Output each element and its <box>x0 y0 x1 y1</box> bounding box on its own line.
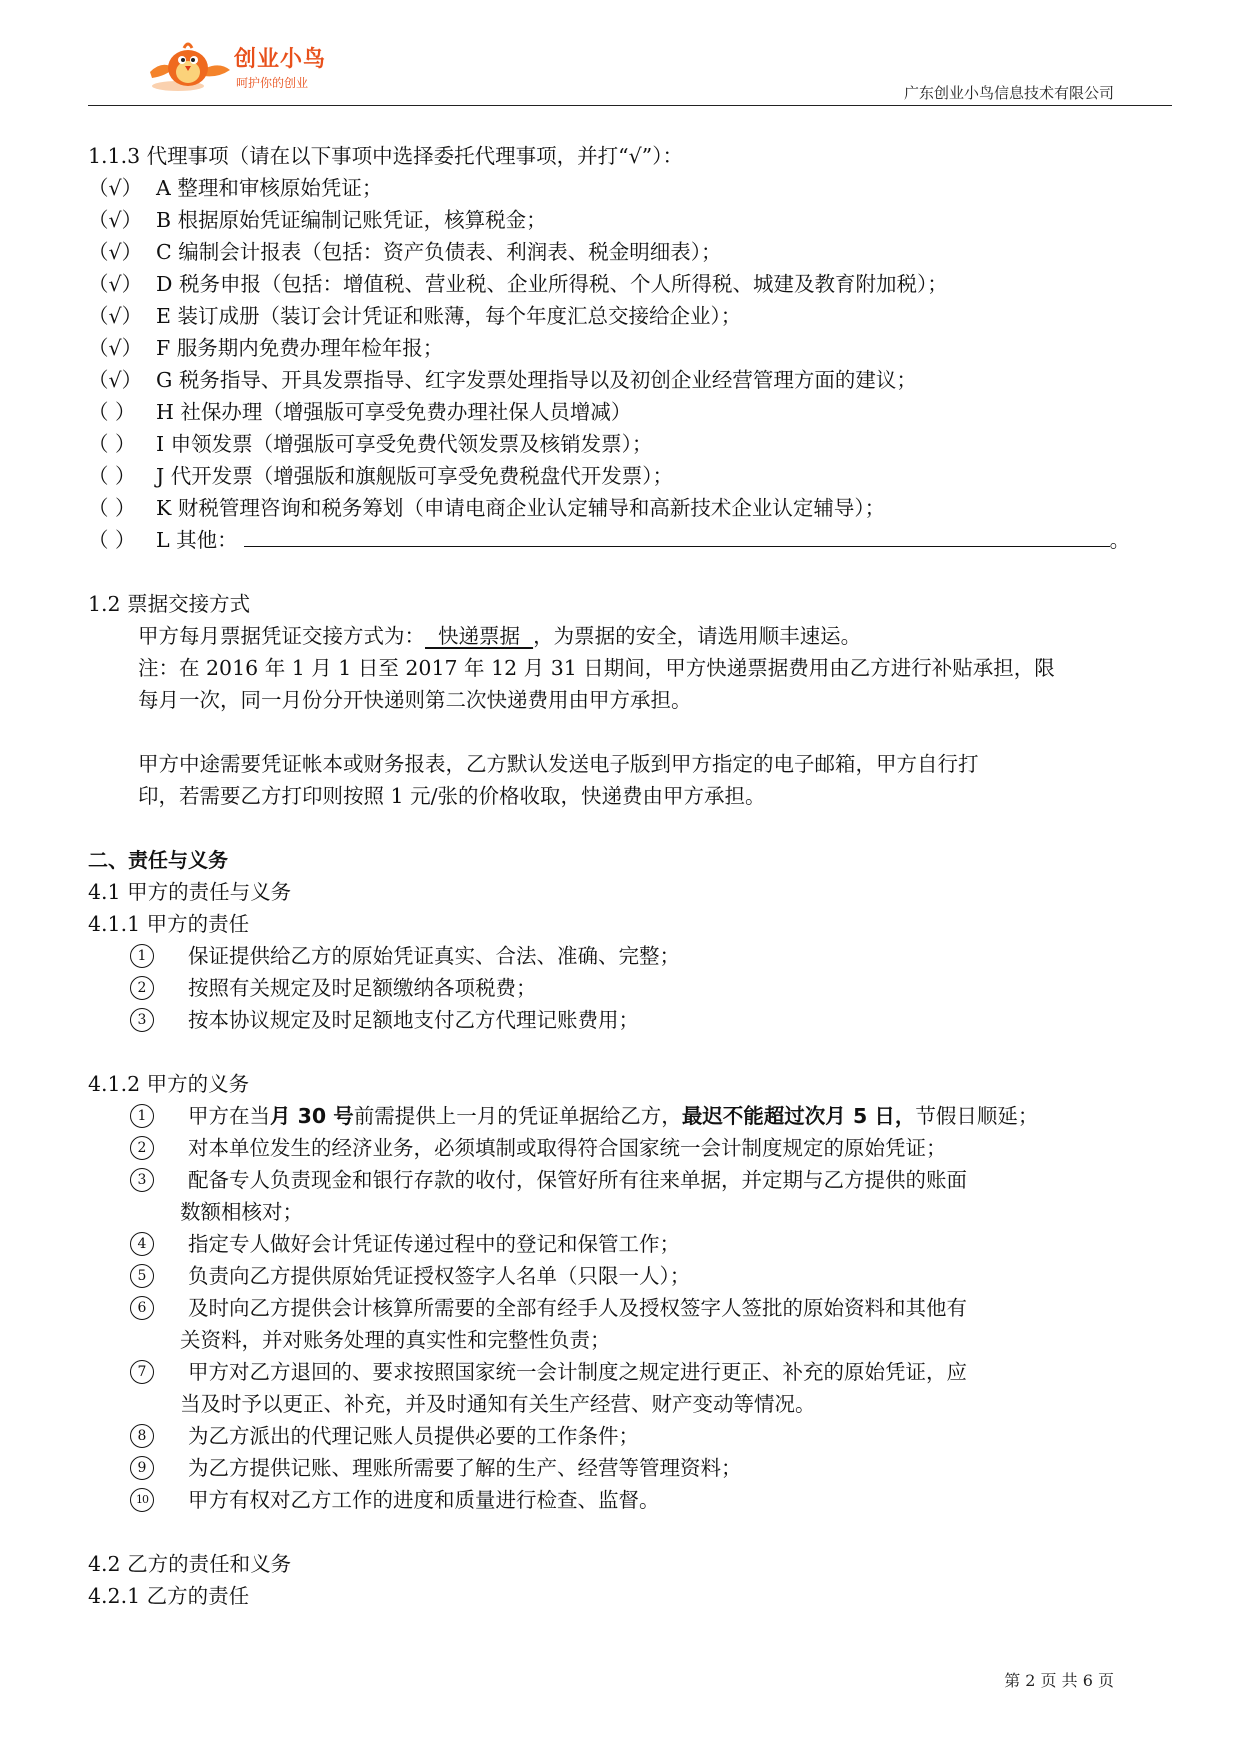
section-4-1-2-title: 4.1.2 甲方的义务 <box>88 1072 250 1096</box>
obligation-item-continued <box>88 1324 1178 1356</box>
item-mark: （√） <box>88 336 143 360</box>
item-text: 负责向乙方提供原始凭证授权签字人名单（只限一人）； <box>188 1264 691 1288</box>
item-text: 当及时予以更正、补充，并及时通知有关生产经营、财产变动等情况。 <box>180 1392 816 1416</box>
item-mark: （√） <box>88 176 143 200</box>
item-text: I 申领发票（增强版可享受免费代领发票及核销发票）； <box>156 432 653 456</box>
circled-number: 5 <box>130 1264 154 1288</box>
bird-logo-icon <box>148 38 234 94</box>
section-2-title: 二、责任与义务 <box>88 848 228 872</box>
circled-number: 9 <box>130 1456 154 1480</box>
note-line-1: 注：在 2016 年 1 月 1 日至 2017 年 12 月 31 日期间，甲方快递票据费用由乙方进行补贴承担，限 <box>138 656 1055 680</box>
ob1-c: 前需提供上一月的凭证单据给乙方， <box>353 1104 682 1128</box>
agency-item <box>88 492 1178 524</box>
item-text: L 其他： <box>156 528 238 552</box>
circled-number: 8 <box>130 1424 154 1448</box>
circled-number: 7 <box>130 1360 154 1384</box>
item-mark: （ ） <box>88 496 136 520</box>
agency-item <box>88 236 1178 268</box>
header-divider <box>88 105 1172 106</box>
item-text: G 税务指导、开具发票指导、红字发票处理指导以及初创企业经营管理方面的建议； <box>156 368 917 392</box>
company-logo <box>148 34 348 94</box>
item-mark: （√） <box>88 304 143 328</box>
circled-number: 2 <box>130 1136 154 1160</box>
item-text: 按本协议规定及时足额地支付乙方代理记账费用； <box>188 1008 639 1032</box>
item-text: 为乙方提供记账、理账所需要了解的生产、经营等管理资料； <box>188 1456 742 1480</box>
company-name: 广东创业小鸟信息技术有限公司 <box>903 84 1114 102</box>
section-4-2-title: 4.2 乙方的责任和义务 <box>88 1552 292 1576</box>
item-mark: （√） <box>88 240 143 264</box>
item-text: 保证提供给乙方的原始凭证真实、合法、准确、完整； <box>188 944 680 968</box>
ob1-e: 节假日顺延； <box>915 1104 1039 1128</box>
ob1-a: 甲方在当 <box>188 1104 270 1128</box>
obligation-item <box>88 1132 1178 1164</box>
obligation-item <box>88 1356 1178 1388</box>
item-text: C 编制会计报表（包括：资产负债表、利润表、税金明细表）； <box>156 240 722 264</box>
item-text: 甲方对乙方退回的、要求按照国家统一会计制度之规定进行更正、补充的原始凭证，应 <box>188 1360 967 1384</box>
agency-item <box>88 204 1178 236</box>
circled-number: 3 <box>130 1168 154 1192</box>
item-mark: （√） <box>88 272 143 296</box>
agency-item <box>88 428 1178 460</box>
item-text: H 社保办理（增强版可享受免费办理社保人员增减） <box>156 400 632 424</box>
item-text: E 装订成册（装订会计凭证和账薄，每个年度汇总交接给企业）； <box>156 304 742 328</box>
circled-number: 4 <box>130 1232 154 1256</box>
item-end: 。 <box>1109 528 1131 552</box>
section-4-1-1-title: 4.1.1 甲方的责任 <box>88 912 250 936</box>
party-a-responsibilities-list <box>88 940 1178 1036</box>
item-text: K 财税管理咨询和税务筹划（申请电商企业认定辅导和高新技术企业认定辅导）； <box>156 496 886 520</box>
obligation-item <box>88 1484 1178 1516</box>
item-text: J 代开发票（增强版和旗舰版可享受免费税盘代开发票）； <box>156 464 673 488</box>
item-text: 及时向乙方提供会计核算所需要的全部有经手人及授权签字人签批的原始资料和其他有 <box>188 1296 967 1320</box>
agency-items-list <box>88 172 1178 524</box>
agency-item <box>88 364 1178 396</box>
responsibility-item <box>88 972 1178 1004</box>
print-para-line-1: 甲方中途需要凭证帐本或财务报表，乙方默认发送电子版到甲方指定的电子邮箱，甲方自行打 <box>138 752 979 776</box>
delivery-method-value: 快递票据 <box>425 624 534 648</box>
item-mark: （ ） <box>88 528 136 552</box>
obligation-item <box>88 1228 1178 1260</box>
item-mark: （ ） <box>88 432 136 456</box>
item-text: 按照有关规定及时足额缴纳各项税费； <box>188 976 537 1000</box>
item-text: 为乙方派出的代理记账人员提供必要的工作条件； <box>188 1424 639 1448</box>
item-text: 数额相核对； <box>180 1200 303 1224</box>
item-mark: （√） <box>88 368 143 392</box>
item-mark: （ ） <box>88 400 136 424</box>
other-fill-line[interactable] <box>244 524 1110 547</box>
agency-item <box>88 300 1178 332</box>
logo-name: 创业小鸟 <box>234 47 327 72</box>
obligation-item <box>88 1452 1178 1484</box>
circled-number: 1 <box>130 1104 154 1128</box>
item-text: 指定专人做好会计凭证传递过程中的登记和保管工作； <box>188 1232 680 1256</box>
item-text: 对本单位发生的经济业务，必须填制或取得符合国家统一会计制度规定的原始凭证； <box>188 1136 947 1160</box>
delivery-post: ，为票据的安全，请选用顺丰速运。 <box>533 624 862 648</box>
print-para-line-2: 印，若需要乙方打印则按照 1 元/张的价格收取，快递费由甲方承担。 <box>138 784 766 808</box>
obligation-item <box>88 1260 1178 1292</box>
item-text: B 根据原始凭证编制记账凭证，核算税金； <box>156 208 547 232</box>
obligation-item-continued <box>88 1388 1178 1420</box>
note-line-2: 每月一次，同一月份分开快递则第二次快递费用由甲方承担。 <box>138 688 692 712</box>
responsibility-item <box>88 1004 1178 1036</box>
agency-item <box>88 460 1178 492</box>
ob1-deadline: 月 30 号 <box>270 1104 354 1128</box>
section-4-2-1-title: 4.2.1 乙方的责任 <box>88 1584 250 1608</box>
circled-number: 2 <box>130 976 154 1000</box>
agency-item <box>88 396 1178 428</box>
agency-item <box>88 332 1178 364</box>
party-a-obligations-list <box>88 1132 1178 1516</box>
obligation-item-1 <box>88 1100 1178 1132</box>
item-mark: （ ） <box>88 464 136 488</box>
agency-item <box>88 268 1178 300</box>
delivery-pre: 甲方每月票据凭证交接方式为： <box>138 624 425 648</box>
item-text: A 整理和审核原始凭证； <box>156 176 383 200</box>
ob1-latest: 最迟不能超过次月 5 日， <box>681 1104 916 1128</box>
section-1-2-title: 1.2 票据交接方式 <box>88 592 251 616</box>
circled-number: 1 <box>130 944 154 968</box>
document-body <box>88 140 1178 1612</box>
agency-item <box>88 172 1178 204</box>
item-text: 甲方有权对乙方工作的进度和质量进行检查、监督。 <box>188 1488 660 1512</box>
logo-slogan: 呵护你的创业 <box>236 76 309 90</box>
obligation-item <box>88 1164 1178 1196</box>
circled-number: 3 <box>130 1008 154 1032</box>
item-text: 配备专人负责现金和银行存款的收付，保管好所有往来单据，并定期与乙方提供的账面 <box>188 1168 967 1192</box>
page-number: 第 2 页 共 6 页 <box>1004 1671 1114 1690</box>
obligation-item <box>88 1420 1178 1452</box>
delivery-method-line <box>88 620 1178 652</box>
item-mark: （√） <box>88 208 143 232</box>
item-text: F 服务期内免费办理年检年报； <box>156 336 444 360</box>
responsibility-item <box>88 940 1178 972</box>
section-4-1-title: 4.1 甲方的责任与义务 <box>88 880 292 904</box>
item-text: 关资料，并对账务处理的真实性和完整性负责； <box>180 1328 611 1352</box>
obligation-item <box>88 1292 1178 1324</box>
circled-number: 6 <box>130 1296 154 1320</box>
agency-item-other <box>88 524 1178 556</box>
circled-number: 10 <box>130 1488 154 1512</box>
section-1-1-3-title: 1.1.3 代理事项（请在以下事项中选择委托代理事项，并打“√”）： <box>88 144 683 168</box>
item-text: D 税务申报（包括：增值税、营业税、企业所得税、个人所得税、城建及教育附加税）； <box>156 272 948 296</box>
obligation-item-continued <box>88 1196 1178 1228</box>
